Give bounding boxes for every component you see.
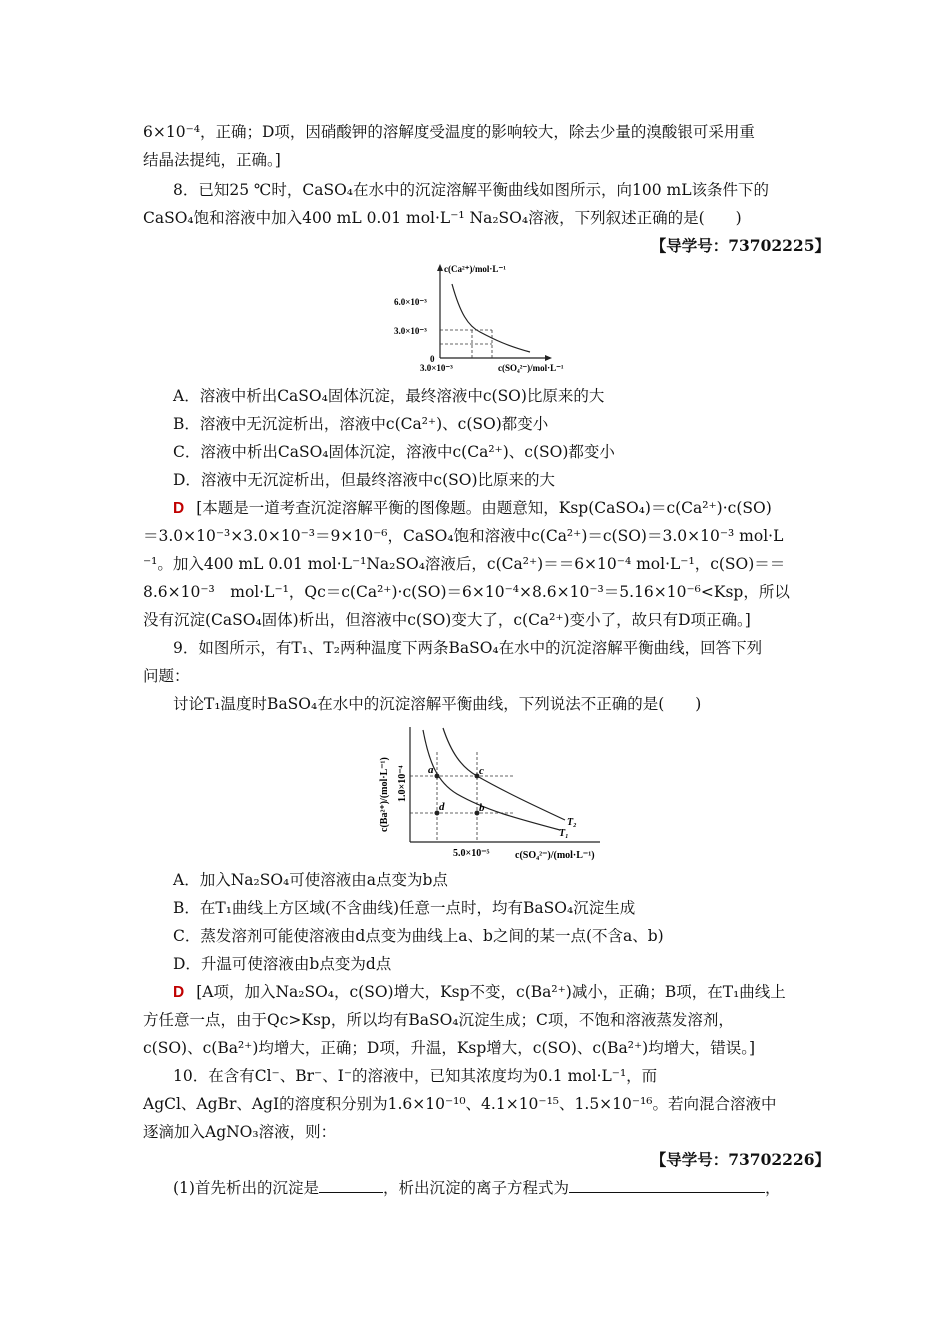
x-axis-arrow <box>545 355 552 361</box>
question-10-line: 10．在含有Cl⁻、Br⁻、I⁻的溶液中，已知其浓度均为0.1 mol·L⁻¹，而 <box>173 1067 658 1085</box>
x-axis-label: c(SO₄²⁻)/(mol·L⁻¹) <box>515 850 595 861</box>
point-c-label: c <box>479 765 484 777</box>
curve-t2 <box>443 728 565 820</box>
option-d: D．升温可使溶液由b点变为d点 <box>173 955 392 973</box>
answer-blank[interactable] <box>569 1178 765 1193</box>
question-9-line: 讨论T₁温度时BaSO₄在水中的沉淀溶解平衡曲线，下列说法不正确的是( ) <box>173 695 702 713</box>
answer-9-line <box>173 982 786 1003</box>
answer-8-line: ＝3.0×10⁻³×3.0×10⁻³＝9×10⁻⁶，CaSO₄饱和溶液中c(Ca²⁺)＝c(SO)＝3.0×10⁻³ mol·L <box>143 527 784 545</box>
answer-label: D <box>173 984 185 1001</box>
question-9-line: 9．如图所示，有T₁、T₂两种温度下两条BaSO₄在水中的沉淀溶解平衡曲线，回答下列 <box>173 639 763 657</box>
point-a-marker <box>435 774 440 779</box>
question-8-line: 8．已知25 ℃时，CaSO₄在水中的沉淀溶解平衡曲线如图所示，向100 mL该条件下的 <box>173 181 769 199</box>
question-9-line: 问题： <box>143 667 190 685</box>
y-axis-label: c(Ca²⁺)/mol·L⁻¹ <box>444 264 506 274</box>
answer-label: D <box>173 500 185 517</box>
x-tick-label: 3.0×10⁻³ <box>420 363 453 373</box>
y-tick-label: 6.0×10⁻³ <box>394 297 427 307</box>
option-b: B．溶液中无沉淀析出，溶液中c(Ca²⁺)、c(SO)都变小 <box>173 415 549 433</box>
part-1-prompt: ，析出沉淀的离子方程式为 <box>382 1179 569 1197</box>
point-d-label: d <box>439 801 445 813</box>
punctuation: ， <box>764 1179 781 1197</box>
answer-text: [本题是一道考查沉淀溶解平衡的图像题。由题意知，Ksp(CaSO₄)＝c(Ca²⁺)·c(SO) <box>196 499 772 517</box>
curve-t1-label: T₁ <box>559 828 569 839</box>
curve-t2-label: T₂ <box>567 817 577 828</box>
question-10-line: 逐滴加入AgNO₃溶液，则： <box>143 1123 337 1141</box>
point-b-label: b <box>479 802 485 814</box>
point-a-label: a <box>428 764 434 776</box>
answer-8-line: ⁻¹。加入400 mL 0.01 mol·L⁻¹Na₂SO₄溶液后，c(Ca²⁺)＝＝6×10⁻⁴ mol·L⁻¹，c(SO)＝＝ <box>143 555 786 573</box>
answer-9-line: c(SO)、c(Ba²⁺)均增大，正确；D项，升温，Ksp增大，c(SO)、c(Ba²⁺)均增大，错误。] <box>143 1039 755 1057</box>
text-line: 6×10⁻⁴，正确；D项，因硝酸钾的溶解度受温度的影响较大，除去少量的溴酸银可采用重 <box>143 123 755 141</box>
option-c: C．蒸发溶剂可能使溶液由d点变为曲线上a、b之间的某一点(不含a、b) <box>173 927 664 945</box>
answer-text: [A项，加入Na₂SO₄，c(SO)增大，Ksp不变，c(Ba²⁺)减小，正确；B项，在T₁曲线上 <box>196 983 786 1001</box>
guide-number: 【导学号：73702225】 <box>650 236 830 255</box>
option-c: C．溶液中析出CaSO₄固体沉淀，溶液中c(Ca²⁺)、c(SO)都变小 <box>173 443 615 461</box>
caso4-solubility-figure <box>380 258 600 378</box>
y-axis-arrow <box>437 264 443 271</box>
answer-8-line: 8.6×10⁻³ mol·L⁻¹，Qc＝c(Ca²⁺)·c(SO)＝6×10⁻⁴×8.6×10⁻³＝5.16×10⁻⁶<Ksp，所以 <box>143 583 790 601</box>
y-tick-label: 3.0×10⁻³ <box>394 326 427 336</box>
equilibrium-curve <box>452 284 530 352</box>
guide-number: 【导学号：73702226】 <box>650 1150 830 1169</box>
answer-8-line <box>173 498 772 519</box>
answer-8-line: 没有沉淀(CaSO₄固体)析出，但溶液中c(SO)变大了，c(Ca²⁺)变小了，故只有D项正确。] <box>143 611 751 629</box>
origin-label: 0 <box>430 354 435 364</box>
option-d: D．溶液中无沉淀析出，但最终溶液中c(SO)比原来的大 <box>173 471 556 489</box>
part-1-prompt: (1)首先析出的沉淀是 <box>173 1179 319 1197</box>
text-line: 结晶法提纯，正确。] <box>143 151 281 169</box>
y-tick-label: 1.0×10⁻⁴ <box>397 765 408 802</box>
curve-t1 <box>423 730 560 830</box>
option-a: A．溶液中析出CaSO₄固体沉淀，最终溶液中c(SO)比原来的大 <box>173 387 605 405</box>
x-tick-label: 5.0×10⁻⁵ <box>453 848 490 859</box>
answer-9-line: 方任意一点，由于Qc>Ksp，所以均有BaSO₄沉淀生成；C项，不饱和溶液蒸发溶剂， <box>143 1011 734 1029</box>
option-b: B．在T₁曲线上方区域(不含曲线)任意一点时，均有BaSO₄沉淀生成 <box>173 899 636 917</box>
x-axis-label: c(SO₄²⁻)/mol·L⁻¹ <box>498 363 564 373</box>
option-a: A．加入Na₂SO₄可使溶液由a点变为b点 <box>173 871 448 889</box>
question-10-line: AgCl、AgBr、AgI的溶度积分别为1.6×10⁻¹⁰、4.1×10⁻¹⁵、1.5×10⁻¹⁶。若向混合溶液中 <box>143 1095 777 1113</box>
y-axis-label: c(Ba²⁺)/(mol·L⁻¹) <box>379 757 390 832</box>
question-8-line: CaSO₄饱和溶液中加入400 mL 0.01 mol·L⁻¹ Na₂SO₄溶液，下列叙述正确的是( ) <box>143 209 742 227</box>
question-10-part-1 <box>173 1178 781 1198</box>
baso4-solubility-figure <box>365 722 615 862</box>
answer-blank[interactable] <box>319 1178 383 1193</box>
